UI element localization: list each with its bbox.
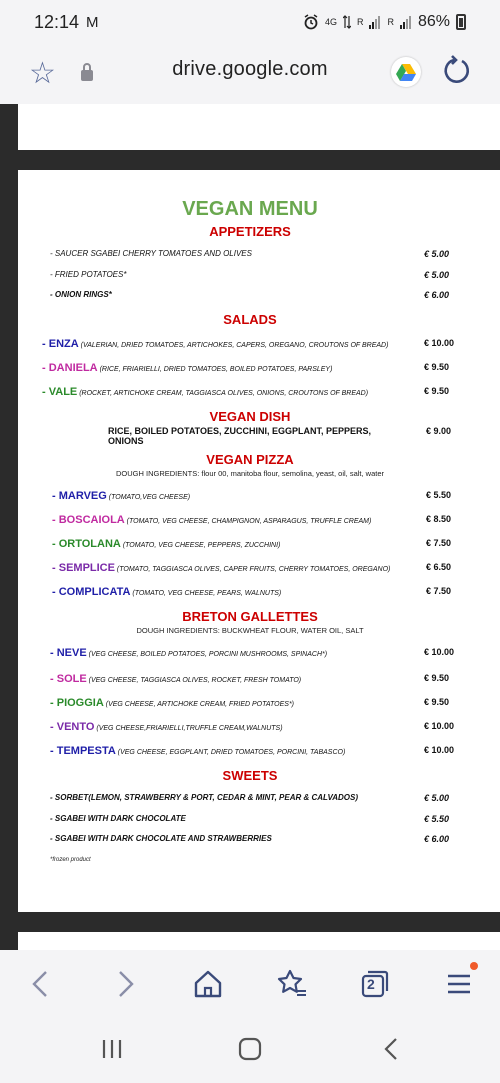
status-indicators <box>303 13 466 31</box>
item-dash: - <box>52 586 59 598</box>
item-desc: (TOMATO, VEG CHEESE, PEPPERS, ZUCCHINI) <box>120 542 281 549</box>
menu-row <box>0 834 500 848</box>
item-name: TEMPESTA <box>56 745 116 757</box>
bookmarks-icon[interactable] <box>275 967 309 1001</box>
item-name: MARVEG <box>58 490 107 502</box>
item-label <box>50 647 327 659</box>
document-viewer[interactable] <box>0 104 500 950</box>
item-name: VENTO <box>56 721 95 733</box>
item-price: € 9.50 <box>424 673 450 683</box>
item-price: € 10.00 <box>424 647 455 657</box>
page-separator-top <box>18 150 500 170</box>
data-arrows-icon <box>343 15 351 29</box>
item-name: PIOGGIA <box>56 697 104 709</box>
item-label <box>52 586 281 598</box>
item-desc: (VALERIAN, DRIED TOMATOES, ARTICHOKES, CAPERS, OREGANO, CROUTONS OF BREAD) <box>78 342 389 349</box>
item-price: € 6.00 <box>424 834 450 844</box>
menu-row <box>0 386 500 400</box>
item-desc: (ROCKET, ARTICHOKE CREAM, TAGGIASCA OLIVES, ONIONS, CROUTONS OF BREAD) <box>77 390 369 397</box>
item-name: SOLE <box>56 673 87 685</box>
item-name: COMPLICATA <box>58 586 131 598</box>
menu-row <box>0 647 500 661</box>
item-desc: (TOMATO, VEG CHEESE, CHAMPIGNON, ASPARAGUS, TRUFFLE CREAM) <box>124 518 372 525</box>
item-dash: - <box>50 721 57 733</box>
appetizers-title: APPETIZERS <box>209 224 291 239</box>
item-label <box>52 490 190 502</box>
google-drive-icon[interactable] <box>391 57 421 87</box>
tabs-icon <box>358 967 392 1001</box>
item-label <box>42 386 368 398</box>
menu-row <box>0 673 500 687</box>
item-dash: - <box>50 745 57 757</box>
vegan-dish-title: VEGAN DISH <box>209 409 291 424</box>
reload-icon[interactable] <box>440 55 472 87</box>
item-price: € 6.50 <box>426 562 452 572</box>
menu-row <box>0 426 500 446</box>
item-dash: - <box>52 538 59 550</box>
item-dash: - <box>50 697 57 709</box>
pizza-dough-ingredients: DOUGH INGREDIENTS: flour 00, manitoba flour, semolina, yeast, oil, salt, water <box>115 469 384 478</box>
sweets-title: SWEETS <box>222 768 278 783</box>
item-price: € 5.00 <box>424 793 450 803</box>
battery-percent: 86% <box>417 13 450 30</box>
item-dash: - <box>42 338 49 350</box>
status-bar <box>0 0 500 46</box>
item-label: - FRIED POTATOES* <box>50 270 127 279</box>
item-desc: (VEG CHEESE, TAGGIASCA OLIVES, ROCKET, FRESH TOMATO) <box>86 677 302 684</box>
signal-label-1: R <box>356 16 364 27</box>
menu-row <box>0 697 500 711</box>
item-dash: - <box>52 562 59 574</box>
item-dash: - <box>50 673 57 685</box>
item-price: € 5.00 <box>424 249 450 259</box>
home-button-icon[interactable] <box>238 1037 262 1061</box>
item-desc: (RICE, FRIARIELLI, DRIED TOMATOES, BOILED POTATOES, PARSLEY) <box>97 366 333 373</box>
item-price: € 7.50 <box>426 538 452 548</box>
item-label: - SAUCER SGABEI CHERRY TOMATOES AND OLIVES <box>50 249 252 258</box>
item-desc: (TOMATO,VEG CHEESE) <box>106 494 191 501</box>
item-label: - SGABEI WITH DARK CHOCOLATE AND STRAWBERRIES <box>50 834 272 843</box>
item-price: € 10.00 <box>424 338 455 348</box>
menu-row <box>0 338 500 352</box>
item-price: € 9.50 <box>424 362 450 372</box>
page-separator-bottom <box>18 912 500 932</box>
item-price: € 6.00 <box>424 290 450 300</box>
menu-row <box>0 721 500 735</box>
item-desc: (VEG CHEESE, BOILED POTATOES, PORCINI MUSHROOMS, SPINACH*) <box>86 651 328 658</box>
item-price: € 10.00 <box>424 721 455 731</box>
menu-row <box>0 362 500 376</box>
item-dash: - <box>52 490 59 502</box>
address-bar <box>0 46 500 104</box>
menu-row <box>0 490 500 504</box>
item-name: SEMPLICE <box>58 562 115 574</box>
breton-gallettes-title: BRETON GALLETTES <box>182 609 318 624</box>
item-price: € 9.50 <box>424 697 450 707</box>
menu-row <box>0 249 500 263</box>
item-label: - SORBET(LEMON, STRAWBERRY & PORT, CEDAR & MINT, PEAR & CALVADOS) <box>50 793 359 802</box>
item-label <box>50 745 345 757</box>
frozen-footnote: *frozen product <box>50 857 91 863</box>
item-price: € 8.50 <box>426 514 452 524</box>
menu-icon[interactable] <box>442 967 476 1001</box>
alarm-icon <box>303 14 319 30</box>
menu-title: VEGAN MENU <box>182 198 318 220</box>
item-dash: - <box>42 362 49 374</box>
item-desc: (TOMATO, VEG CHEESE, PEARS, WALNUTS) <box>130 590 282 597</box>
item-label <box>50 697 294 709</box>
item-name: NEVE <box>56 647 87 659</box>
browser-bottom-nav <box>0 950 500 1017</box>
back-icon[interactable] <box>24 967 58 1001</box>
gmail-icon: M <box>86 14 99 31</box>
item-price: € 9.00 <box>426 426 452 436</box>
menu-row <box>0 814 500 828</box>
menu-row <box>0 270 500 284</box>
item-price: € 9.50 <box>424 386 450 396</box>
menu-row <box>0 562 500 576</box>
item-label: - SGABEI WITH DARK CHOCOLATE <box>50 814 186 823</box>
menu-row <box>0 586 500 600</box>
item-desc: (TOMATO, TAGGIASCA OLIVES, CAPER FRUITS, CHERRY TOMATOES, OREGANO) <box>114 566 391 573</box>
salads-title: SALADS <box>223 312 277 327</box>
item-price: € 10.00 <box>424 745 455 755</box>
item-label <box>50 721 283 733</box>
signal-label-2: R <box>387 16 394 27</box>
menu-row <box>0 514 500 528</box>
item-label <box>50 673 301 685</box>
bookmark-star-icon[interactable]: ☆ <box>29 57 56 90</box>
signal-icon-2 <box>400 15 412 29</box>
forward-icon[interactable] <box>108 967 142 1001</box>
item-dash: - <box>42 386 49 398</box>
menu-row <box>0 745 500 759</box>
item-name: BOSCAIOLA <box>58 514 125 526</box>
system-nav-bar <box>0 1017 500 1083</box>
item-label <box>52 562 390 574</box>
item-name: DANIELA <box>48 362 98 374</box>
item-dash: - <box>50 647 57 659</box>
menu-row <box>0 793 500 807</box>
item-price: € 5.50 <box>424 814 450 824</box>
home-icon[interactable] <box>191 967 225 1001</box>
recent-apps-icon[interactable] <box>100 1037 124 1061</box>
item-label <box>42 338 388 350</box>
menu-row <box>0 538 500 552</box>
vegan-pizza-title: VEGAN PIZZA <box>206 452 294 467</box>
item-name: ENZA <box>48 338 79 350</box>
tabs-button[interactable] <box>358 967 392 1001</box>
item-price: € 5.00 <box>424 270 450 280</box>
item-desc: (VEG CHEESE, EGGPLANT, DRIED TOMATOES, PORCINI, TABASCO) <box>115 749 346 756</box>
vegan-dish-description: RICE, BOILED POTATOES, ZUCCHINI, EGGPLANT, PEPPERS, ONIONS <box>108 426 372 446</box>
tab-count: 2 <box>367 976 375 992</box>
network-type: 4G <box>324 16 337 27</box>
item-dash: - <box>52 514 59 526</box>
item-price: € 5.50 <box>426 490 452 500</box>
signal-icon-1 <box>369 15 381 29</box>
breton-dough-ingredients: DOUGH INGREDIENTS: BUCKWHEAT FLOUR, WATER OIL, SALT <box>136 626 364 635</box>
item-desc: (VEG CHEESE,FRIARIELLI,TRUFFLE CREAM,WALNUTS) <box>94 725 283 732</box>
menu-row <box>0 290 500 304</box>
item-label <box>52 538 280 550</box>
item-name: VALE <box>48 386 78 398</box>
status-time: 12:14 <box>34 12 80 32</box>
notification-dot <box>470 962 478 970</box>
item-label: - ONION RINGS* <box>50 290 112 299</box>
item-name: ORTOLANA <box>58 538 121 550</box>
item-label <box>52 514 371 526</box>
item-desc: (VEG CHEESE, ARTICHOKE CREAM, FRIED POTATOES*) <box>103 701 294 708</box>
item-price: € 7.50 <box>426 586 452 596</box>
url-text[interactable]: drive.google.com <box>172 58 328 80</box>
item-label <box>42 362 332 374</box>
battery-icon <box>456 14 466 30</box>
system-back-icon[interactable] <box>380 1037 404 1061</box>
